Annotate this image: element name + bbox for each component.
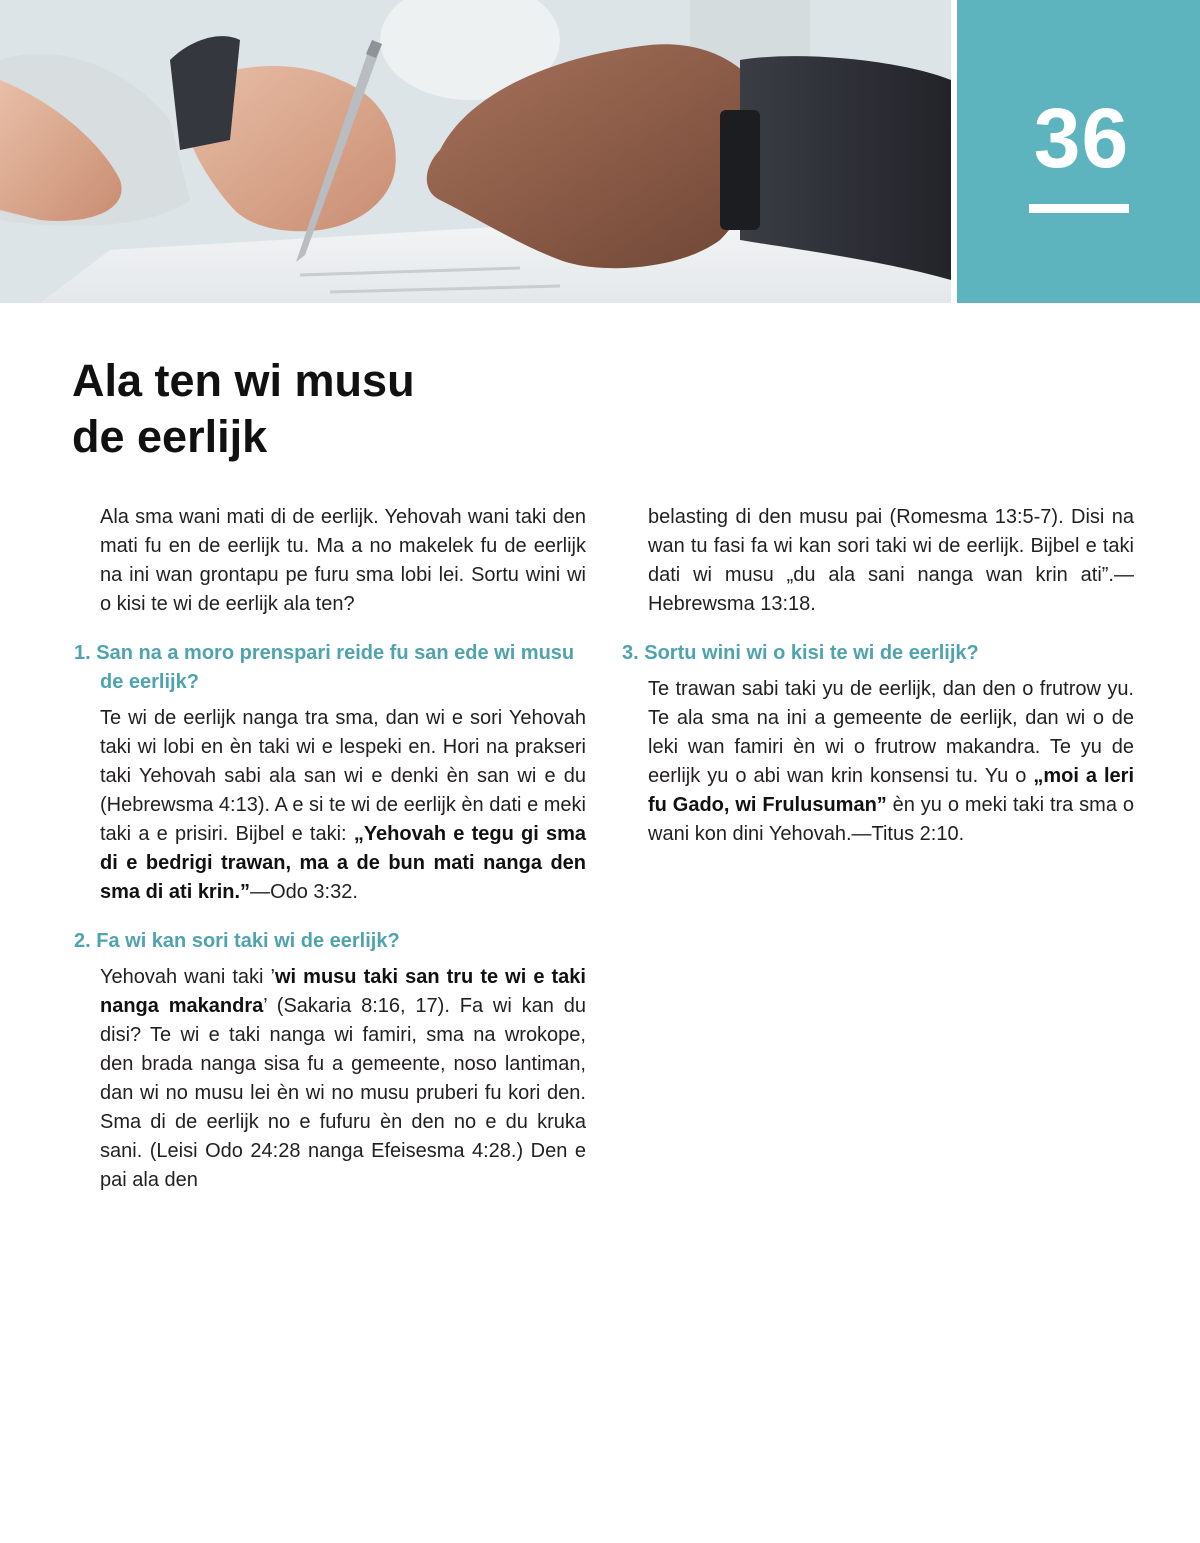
- signing-document-handshake-icon: [0, 0, 951, 303]
- question-3-heading: 3. Sortu wini wi o kisi te wi de eerlijk?: [622, 642, 979, 664]
- header-photo: [0, 0, 951, 303]
- question-1-heading: 1. San na a moro prenspari reide fu san ede wi musu de eerlijk?: [74, 642, 575, 693]
- lesson-number-underline: [1029, 204, 1129, 213]
- lesson-number-tab: [957, 0, 1200, 303]
- page-title-line-2: de eerlijk: [72, 411, 268, 462]
- answer-1-quote: „Yehovah e tegu gi sma di e bedrigi trawan, ma a de bun mati nanga den sma di ati krin.”: [100, 823, 586, 903]
- question-2-heading: 2. Fa wi kan sori taki wi de eerlijk?: [74, 930, 400, 952]
- answer-2-text-rest: ’ (Sakaria 8:16, 17). Fa wi kan du disi? Te wi e taki nanga wi famiri, sma na wrokope, den brada nanga sisa fu a gemeente, noso lantiman, dan wi no musu lei èn wi no musu pruberi fu kori den. Sma di de eerlijk no e fufuru èn den no e du kruka sani. (Leisi Odo 24:28 nanga Efeisesma 4:28.) Den e pai ala den: [100, 995, 586, 1191]
- right-column: [622, 503, 1134, 849]
- answer-1-reference: —Odo 3:32.: [250, 881, 358, 903]
- intro-paragraph: Ala sma wani mati di de eerlijk. Yehovah wani taki den mati fu en de eerlijk tu. Ma a no makelek fu de eerlijk na ini wan grontapu pe furu sma lobi lei. Sortu wini wi o kisi te wi de eerlijk ala ten?: [100, 506, 586, 615]
- page-title-line-1: Ala ten wi musu: [72, 355, 415, 406]
- answer-3-paragraph: [622, 675, 1134, 849]
- answer-3-text: Te trawan sabi taki yu de eerlijk, dan den o frutrow yu. Te ala sma na ini a gemeente de eerlijk, dan wi o de leki wan famiri èn wi o frutrow makandra. Te yu de eerlijk yu o abi wan krin konsensi tu. Yu o: [648, 678, 1134, 787]
- answer-3-reference: èn yu o meki taki tra sma o wani kon dini Yehovah.—Titus 2:10.: [648, 794, 1134, 845]
- answer-3-quote: „moi a leri fu Gado, wi Frulusuman”: [648, 765, 1134, 816]
- lesson-number: 36: [1033, 91, 1130, 185]
- page-title: [72, 353, 672, 465]
- answer-1-text: Te wi de eerlijk nanga tra sma, dan wi e sori Yehovah taki wi lobi en èn taki wi e lespeki en. Hori na prakseri taki Yehovah sabi ala san wi e denki èn san wi e du (Hebrewsma 4:13). A e si te wi de eerlijk èn dati e meki taki a e prisiri. Bijbel e taki:: [100, 707, 586, 845]
- answer-2-quote: wi musu taki san tru te wi e taki nanga makandra: [100, 966, 586, 1017]
- left-column: [74, 503, 586, 1195]
- answer-2-paragraph: [74, 963, 586, 1195]
- answer-2-continuation: belasting di den musu pai (Romesma 13:5-7). Disi na wan tu fasi fa wi kan sori taki wi de eerlijk. Bijbel e taki dati wi musu „du ala sani nanga wan krin ati”.—Hebrewsma 13:18.: [648, 506, 1134, 615]
- answer-1-paragraph: [74, 704, 586, 907]
- answer-2-text: Yehovah wani taki ’: [100, 966, 275, 988]
